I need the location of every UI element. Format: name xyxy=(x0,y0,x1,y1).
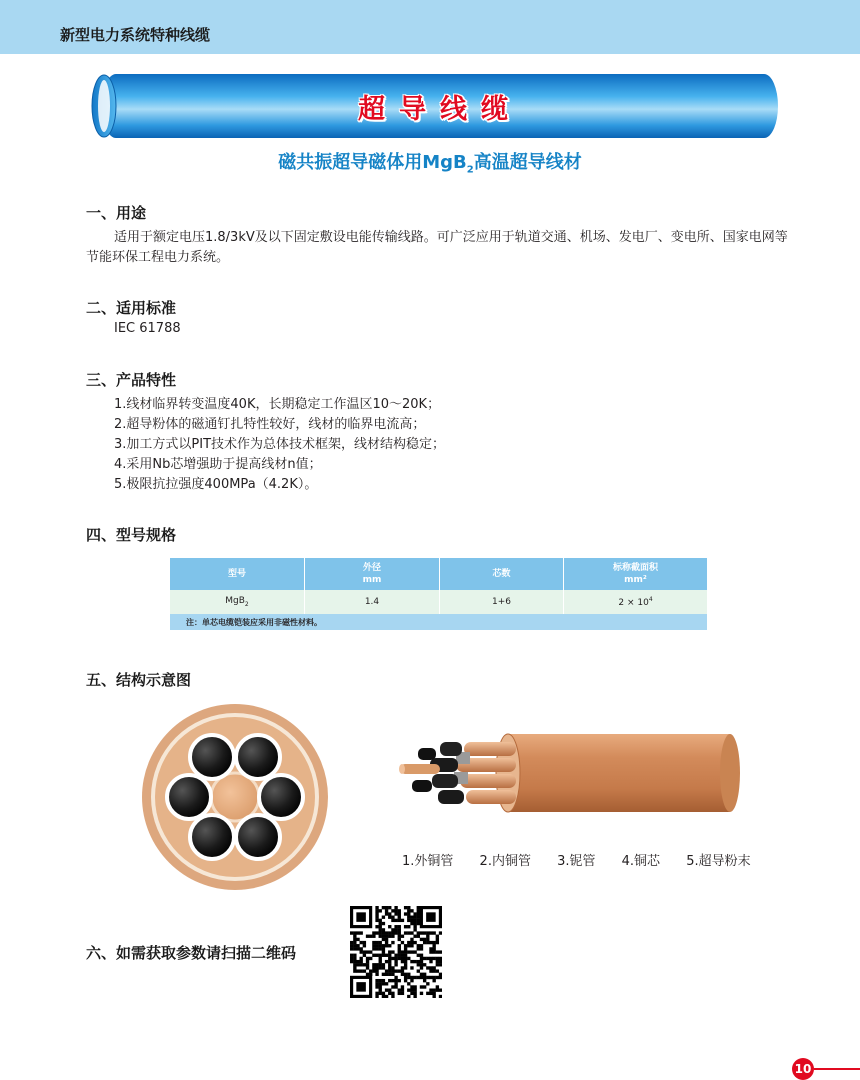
spec-heading: 四、型号规格 xyxy=(86,526,177,544)
cell-area: $2 \times 10^4$ xyxy=(564,590,708,614)
features-heading: 三、产品特性 xyxy=(86,371,177,389)
subtitle-text: 磁共振超导磁体用MgB xyxy=(278,152,467,173)
cell-model: MgB$_2$ xyxy=(170,590,305,614)
legend-item: 5.超导粉末 xyxy=(686,854,751,869)
subtitle-text-end: 高温超导线材 xyxy=(473,152,582,173)
cell-cores: 1+6 xyxy=(440,590,564,614)
product-subtitle xyxy=(0,148,860,176)
qr-finder-pattern xyxy=(356,912,366,922)
header-diameter: 外径 mm xyxy=(305,558,440,590)
feature-item: 5.极限抗拉强度400MPa（4.2K）。 xyxy=(114,477,318,492)
table-note: 注：单芯电缆铠装应采用非磁性材料。 xyxy=(170,614,707,630)
cable-side-view-diagram xyxy=(396,728,742,818)
standard-text: IEC 61788 xyxy=(114,321,181,336)
header-model: 型号 xyxy=(170,558,305,590)
header-title: 新型电力系统特种线缆 xyxy=(60,26,211,44)
feature-item: 3.加工方式以PIT技术作为总体技术框架，线材结构稳定； xyxy=(114,437,446,452)
qr-finder-pattern xyxy=(426,912,436,922)
header-cores: 芯数 xyxy=(440,558,564,590)
copper-core xyxy=(211,773,259,821)
cell-diameter: 1.4 xyxy=(305,590,440,614)
cross-section-diagram xyxy=(140,702,330,892)
page-number: 10 xyxy=(792,1058,814,1080)
feature-list xyxy=(114,395,794,495)
usage-heading: 一、用途 xyxy=(86,204,147,222)
spec-table xyxy=(170,558,707,630)
standard-heading: 二、适用标准 xyxy=(86,299,177,317)
page-number-rule xyxy=(814,1068,860,1070)
feature-item: 2.超导粉体的磁通钉扎特性较好，线材的临界电流高； xyxy=(114,417,426,432)
subtitle-subscript: 2 xyxy=(466,164,474,176)
usage-text: 适用于额定电压1.8/3kV及以下固定敷设电能传输线路。可广泛应用于轨道交通、机场、发电厂、变电所、国家电网等节能环保工程电力系统。 xyxy=(86,230,788,265)
table-row xyxy=(170,590,707,614)
legend-item: 2.内铜管 xyxy=(479,854,531,869)
structure-legend xyxy=(402,850,773,869)
qr-code[interactable] xyxy=(350,906,442,998)
banner-title: 超导线缆 xyxy=(358,93,522,125)
structure-heading: 五、结构示意图 xyxy=(86,671,192,689)
title-banner xyxy=(90,74,790,138)
legend-item: 1.外铜管 xyxy=(402,854,454,869)
feature-item: 4.采用Nb芯增强助于提高线材n值； xyxy=(114,457,322,472)
qr-finder-pattern xyxy=(356,982,366,992)
qr-heading: 六、如需获取参数请扫描二维码 xyxy=(86,944,297,962)
feature-item: 1.线材临界转变温度40K，长期稳定工作温区10～20K； xyxy=(114,397,441,412)
legend-item: 4.铜芯 xyxy=(621,854,661,869)
legend-item: 3.铌管 xyxy=(557,854,596,869)
table-note-row xyxy=(170,614,707,630)
header-area: 标称截面积 mm² xyxy=(564,558,708,590)
